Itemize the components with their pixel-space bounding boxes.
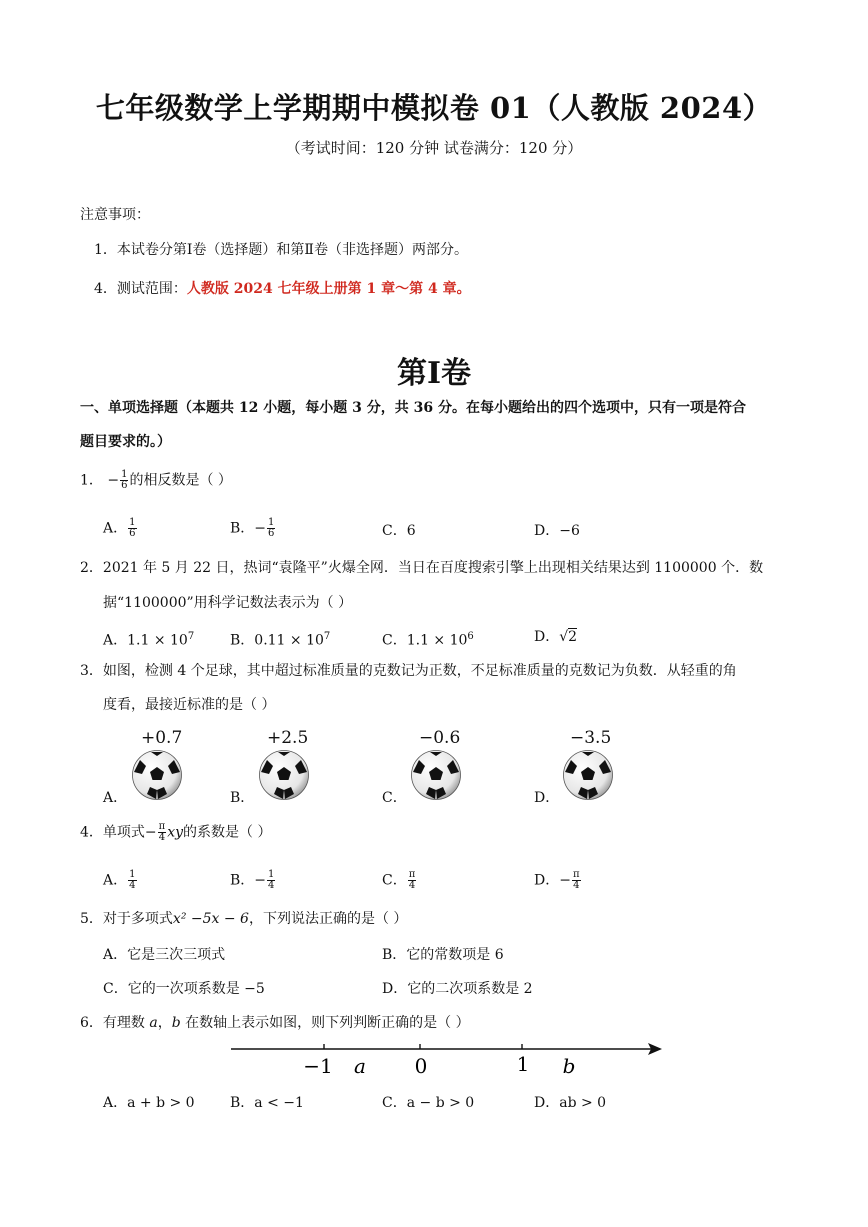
soccer-ball-icon[interactable] <box>410 749 462 801</box>
test-scope: 人教版 2024 七年级上册第 1 章～第 4 章。 <box>186 281 471 297</box>
notes-heading: 注意事项： <box>80 207 150 223</box>
section-heading-line-2: 题目要求的。） <box>80 434 171 450</box>
q5-option-b[interactable]: B．它的常数项是 6 <box>382 947 504 963</box>
page-title: 七年级数学上学期期中模拟卷 01（人教版 2024） <box>95 91 773 125</box>
notes-item-4-prefix: 4．测试范围： <box>94 281 187 297</box>
ball-value-b: +2.5 <box>267 728 309 748</box>
q6-option-c[interactable]: C．a − b > 0 <box>382 1095 475 1111</box>
q1-option-b[interactable]: B．− $\frac{1}{6}$ <box>230 517 275 539</box>
q2-option-d[interactable]: D．√2 <box>534 629 578 645</box>
q4-option-d[interactable]: D．− $\frac{\pi}{4}$ <box>534 869 580 891</box>
axis-label-zero: 0 <box>414 1054 428 1078</box>
q5-option-a[interactable]: A．它是三次三项式 <box>103 947 226 963</box>
q4-option-c[interactable]: C． $\frac{\pi}{4}$ <box>382 869 416 891</box>
section-heading-line-1: 一、单项选择题（本题共 12 小题，每小题 3 分，共 36 分。在每小题给出的四个选项中，只有一项是符合 <box>80 400 746 416</box>
axis-label-neg-one: −1 <box>303 1054 333 1078</box>
q6-option-b[interactable]: B．a < −1 <box>230 1095 304 1111</box>
question-5: 5．对于多项式x² −5x − 6，下列说法正确的是（ ） <box>80 911 408 927</box>
q4-option-b[interactable]: B．− $\frac{1}{4}$ <box>230 869 275 891</box>
question-2-line-1: 2．2021 年 5 月 22 日，热词“袁隆平”火爆全网．当日在百度搜索引擎上出现相关结果达到 1100000 个．数 <box>80 560 764 576</box>
q2-option-a[interactable]: A．$1.1 \times 10^7$ <box>103 631 195 649</box>
soccer-ball-icon[interactable] <box>131 749 183 801</box>
soccer-ball-icon[interactable] <box>562 749 614 801</box>
q1-option-c[interactable]: C．6 <box>382 523 416 539</box>
number-line <box>228 1036 668 1080</box>
question-4: 4．单项式− $\frac{\pi}{4}$ xy的系数是（ ） <box>80 821 272 843</box>
soccer-ball-icon[interactable] <box>258 749 310 801</box>
q2-option-b[interactable]: B．$0.11 \times 10^7$ <box>230 631 331 649</box>
fraction: $\frac{1}{6}$ <box>121 469 128 491</box>
exam-info: （考试时间：120 分钟 试卷满分：120 分） <box>285 139 583 157</box>
question-number: 1． <box>80 472 103 489</box>
q1-option-a[interactable]: A． $\frac{1}{6}$ <box>103 517 136 539</box>
q3-option-c-label[interactable]: C． <box>382 790 407 806</box>
q3-option-d-label[interactable]: D． <box>534 790 560 806</box>
q3-option-a-label[interactable]: A． <box>103 790 128 806</box>
q5-option-d[interactable]: D．它的二次项系数是 2 <box>382 981 533 997</box>
ball-value-a: +0.7 <box>141 728 183 748</box>
question-text: 的相反数是（ ） <box>129 472 232 489</box>
axis-label-one: 1 <box>516 1052 530 1076</box>
q6-option-a[interactable]: A．a + b > 0 <box>103 1095 195 1111</box>
notes-item-1: 1．本试卷分第Ⅰ卷（选择题）和第Ⅱ卷（非选择题）两部分。 <box>94 242 468 258</box>
question-3-line-2: 度看，最接近标准的是（ ） <box>103 697 276 713</box>
q1-option-d[interactable]: D．−6 <box>534 523 580 539</box>
minus-sign: − <box>107 472 120 489</box>
q4-option-a[interactable]: A． $\frac{1}{4}$ <box>103 869 136 891</box>
question-1 <box>80 470 232 491</box>
question-6: 6．有理数 a，b 在数轴上表示如图，则下列判断正确的是（ ） <box>80 1015 470 1031</box>
question-3-line-1: 3．如图，检测 4 个足球，其中超过标准质量的克数记为正数，不足标准质量的克数记为负数．从轻重的角 <box>80 663 737 679</box>
q2-option-c[interactable]: C．$1.1 \times 10^6$ <box>382 631 474 649</box>
q3-option-b-label[interactable]: B． <box>230 790 255 806</box>
question-2-line-2: 据“1100000”用科学记数法表示为（ ） <box>103 595 353 611</box>
notes-item-4 <box>94 279 471 299</box>
part-one-title: 第Ⅰ卷 <box>396 356 472 391</box>
q6-option-d[interactable]: D．ab > 0 <box>534 1095 607 1111</box>
axis-label-a: a <box>354 1054 366 1078</box>
ball-value-c: −0.6 <box>419 728 461 748</box>
ball-value-d: −3.5 <box>570 728 612 748</box>
axis-label-b: b <box>562 1054 576 1078</box>
q5-option-c[interactable]: C．它的一次项系数是 −5 <box>103 981 265 997</box>
sqrt-sign: √ <box>559 629 569 645</box>
